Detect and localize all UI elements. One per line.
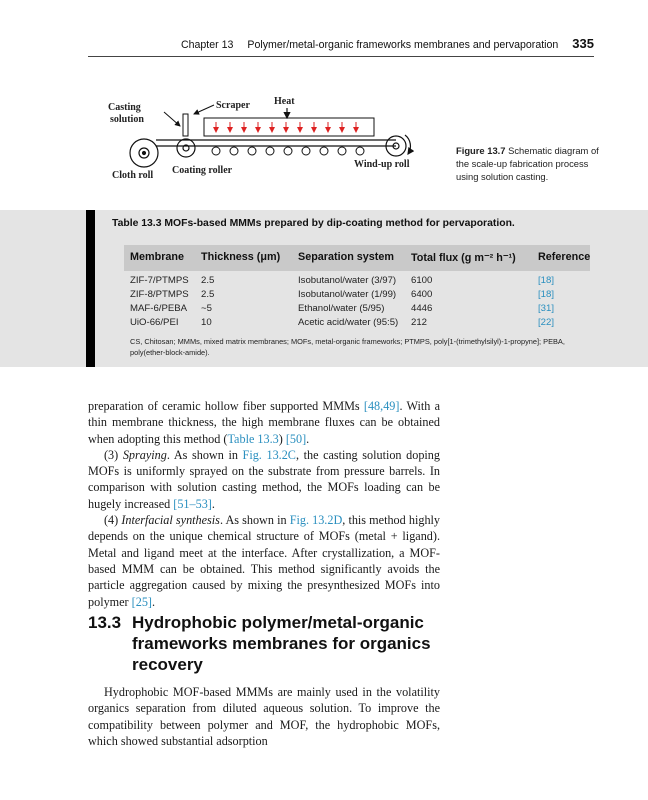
page-number: 335 — [572, 36, 594, 51]
cell-separation: Ethanol/water (5/95) — [298, 303, 385, 314]
chapter-title: Polymer/metal-organic frameworks membranes and pervaporation — [247, 39, 559, 51]
casting-label-line2: solution — [110, 114, 144, 125]
cell-flux: 6400 — [411, 289, 433, 300]
text-run: . As shown in — [219, 513, 290, 528]
figure-link[interactable]: Fig. 13.2D — [289, 513, 343, 528]
text-run: (4) — [104, 513, 122, 528]
coating-roller — [177, 139, 195, 157]
col-header-flux: Total flux (g m⁻² h⁻¹) — [411, 252, 516, 264]
cell-reference-link[interactable]: [18] — [538, 275, 555, 286]
header-divider — [88, 56, 594, 57]
table-row — [124, 317, 590, 331]
cell-separation: Isobutanol/water (3/97) — [298, 275, 397, 286]
scraper-blade — [183, 114, 188, 136]
text-run: ) — [278, 431, 286, 446]
table-row — [124, 303, 590, 317]
cloth-roll-label: Cloth roll — [112, 170, 154, 181]
col-header-thickness: Thickness (μm) — [201, 251, 281, 263]
figure-caption — [456, 144, 606, 183]
section-title: Hydrophobic polymer/metal-organic frameworks membranes for organics recovery — [132, 613, 431, 674]
cell-reference-link[interactable]: [31] — [538, 303, 555, 314]
table-footnote: CS, Chitosan; MMMs, mixed matrix membranes; MOFs, metal-organic frameworks; PTMPS, poly[1-(trimethylsilyl)-1-propyne]; PEBA, poly(ether-block-amide). — [130, 337, 565, 357]
cell-membrane: UiO-66/PEI — [130, 317, 179, 328]
cell-membrane: ZIF-8/PTMPS — [130, 289, 189, 300]
table-accent-bar — [86, 210, 95, 367]
cell-thickness: 2.5 — [201, 275, 215, 286]
emphasis: Spraying — [122, 447, 167, 462]
citation-link[interactable]: [25] — [131, 594, 152, 609]
cloth-roll — [130, 139, 158, 167]
paragraph-2 — [88, 447, 440, 512]
table-label: Table 13.3 — [112, 218, 162, 229]
table-row — [124, 289, 590, 303]
figure-caption-label: Figure 13.7 — [456, 145, 506, 156]
paragraph-4: Hydrophobic MOF-based MMMs are mainly used in the volatility organics separation from diluted aqueous solution. To improve the compatibility between polymer and MOF, the hydrophobic MOFs, which showed substantial adsorption — [88, 685, 440, 748]
casting-label-line1: Casting — [108, 102, 141, 113]
figure-caption-text: Schematic diagram of the scale-up fabrication process using solution casting. — [456, 145, 599, 182]
paragraph-3 — [88, 512, 440, 610]
table-title — [112, 218, 602, 229]
citation-link[interactable]: [51–53] — [173, 496, 212, 511]
text-run: . — [306, 431, 310, 446]
body-column — [88, 398, 440, 610]
coating-roller-label: Coating roller — [172, 165, 233, 176]
cell-flux: 4446 — [411, 303, 433, 314]
cell-thickness: 10 — [201, 317, 212, 328]
col-header-membrane: Membrane — [130, 251, 185, 263]
col-header-separation: Separation system — [298, 251, 395, 263]
text-run: preparation of ceramic hollow fiber supported MMMs — [88, 399, 364, 413]
scraper-label: Scraper — [216, 100, 250, 111]
text-run: . — [211, 496, 215, 511]
cell-membrane: MAF-6/PEBA — [130, 303, 188, 314]
cell-separation: Acetic acid/water (95:5) — [298, 317, 399, 328]
scraper-pointer — [194, 105, 214, 114]
cell-reference-link[interactable]: [22] — [538, 317, 555, 328]
text-run: . As shown in — [166, 447, 243, 462]
citation-link[interactable]: [50] — [285, 431, 307, 446]
section-number: 13.3 — [88, 613, 122, 632]
running-header — [181, 36, 594, 51]
heat-label: Heat — [274, 96, 295, 107]
table-header-row — [124, 245, 590, 271]
text-run: , the casting solution doping MOFs is uniformly sprayed on the substrate from pressure barrels. In comparison with solution casting method, the MOFs loading can be hugely increased — [88, 447, 440, 511]
casting-pointer — [164, 112, 180, 126]
figure-13-7-diagram — [104, 88, 434, 188]
table-link[interactable]: Table 13.3 — [227, 431, 279, 446]
cell-flux: 6100 — [411, 275, 433, 286]
chapter-label: Chapter 13 — [180, 39, 234, 51]
cell-reference-link[interactable]: [18] — [538, 289, 555, 300]
col-header-reference: Reference — [538, 251, 591, 263]
cell-membrane: ZIF-7/PTMPS — [130, 275, 189, 286]
cell-flux: 212 — [411, 317, 428, 328]
emphasis: Interfacial synthesis — [121, 513, 220, 528]
figure-link[interactable]: Fig. 13.2C — [242, 447, 296, 462]
section-heading — [88, 612, 448, 675]
cell-thickness: 2.5 — [201, 289, 215, 300]
text-run: . — [151, 594, 156, 609]
paragraph-1 — [88, 398, 440, 447]
text-run: . With a thin membrane thickness, the high membrane fluxes can be obtained when adopting this method ( — [88, 399, 441, 446]
table-row — [124, 275, 590, 289]
windup-label: Wind-up roll — [354, 159, 410, 170]
table-title-text: MOFs-based MMMs prepared by dip-coating method for pervaporation. — [164, 218, 515, 229]
text-run: , this method highly depends on the unique chemical structure of MOFs (metal + ligand). Metal and ligand meet at the interface. After crystallization, a MOF-based MMM can be obtained. This method significantly avoids the particle aggregation caused by mixing the presynthesized MOFs into polymer — [88, 513, 441, 609]
cell-separation: Isobutanol/water (1/99) — [298, 289, 397, 300]
text-run: (3) — [104, 447, 123, 462]
cell-thickness: ~5 — [201, 303, 212, 314]
citation-link[interactable]: [48,49] — [363, 399, 400, 413]
